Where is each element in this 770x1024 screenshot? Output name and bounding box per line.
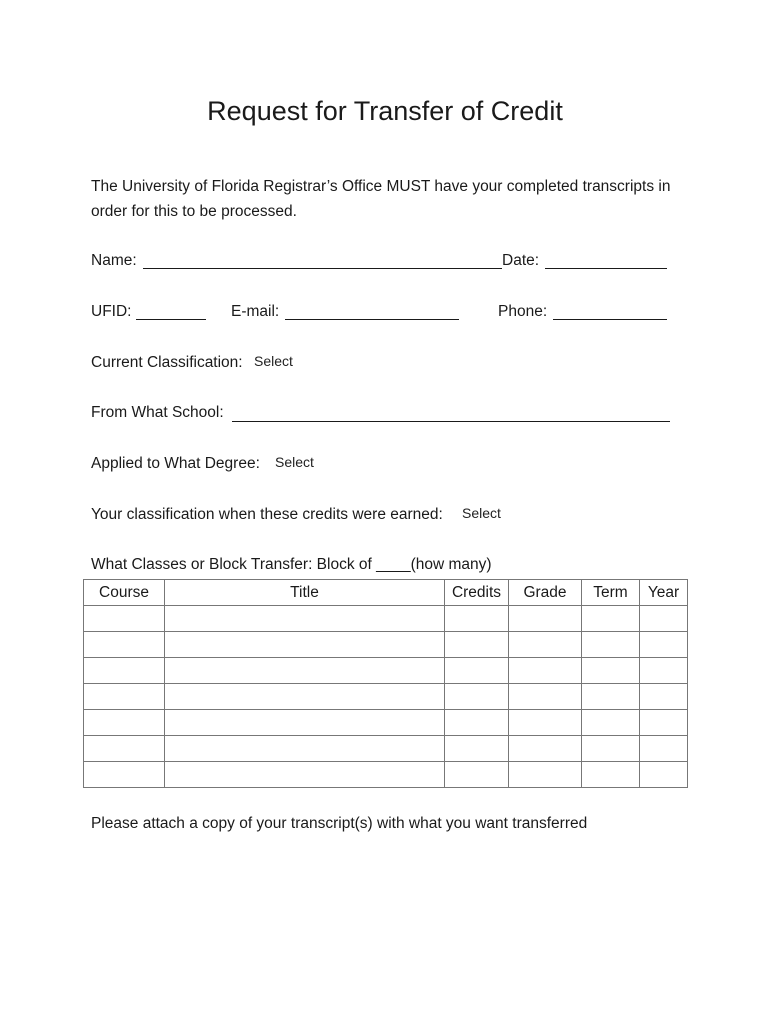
date-field[interactable] (545, 267, 667, 269)
credits-cell[interactable] (445, 684, 509, 710)
column-header-credits: Credits (445, 580, 509, 606)
term-cell[interactable] (582, 710, 640, 736)
date-label: Date: (502, 252, 540, 269)
name-label: Name: (91, 252, 137, 269)
title-cell[interactable] (165, 606, 445, 632)
degree-label: Applied to What Degree: (91, 455, 260, 472)
classes-label: What Classes or Block Transfer: Block of ____(how many) (91, 556, 492, 573)
intro-paragraph: The University of Florida Registrar’s Office MUST have your completed transcripts in order for this to be processed. (91, 178, 671, 220)
title-cell[interactable] (165, 736, 445, 762)
table-row (84, 762, 688, 788)
phone-label: Phone: (498, 303, 548, 320)
course-cell[interactable] (84, 658, 165, 684)
year-cell[interactable] (640, 606, 688, 632)
ufid-label: UFID: (91, 303, 132, 320)
phone-field[interactable] (553, 318, 667, 320)
term-cell[interactable] (582, 736, 640, 762)
school-label: From What School: (91, 404, 224, 421)
column-header-year: Year (640, 580, 688, 606)
grade-cell[interactable] (509, 736, 582, 762)
column-header-term: Term (582, 580, 640, 606)
grade-cell[interactable] (509, 658, 582, 684)
credits-cell[interactable] (445, 658, 509, 684)
table-row (84, 606, 688, 632)
title-cell[interactable] (165, 632, 445, 658)
course-cell[interactable] (84, 736, 165, 762)
year-cell[interactable] (640, 684, 688, 710)
grade-cell[interactable] (509, 710, 582, 736)
email-label: E-mail: (231, 303, 280, 320)
year-cell[interactable] (640, 736, 688, 762)
course-cell[interactable] (84, 632, 165, 658)
term-cell[interactable] (582, 658, 640, 684)
courses-table (83, 579, 688, 788)
table-row (84, 736, 688, 762)
grade-cell[interactable] (509, 606, 582, 632)
grade-cell[interactable] (509, 632, 582, 658)
year-cell[interactable] (640, 658, 688, 684)
attachment-note: Please attach a copy of your transcript(s) with what you want transferred (91, 815, 588, 832)
credits-cell[interactable] (445, 606, 509, 632)
credits-cell[interactable] (445, 710, 509, 736)
term-cell[interactable] (582, 606, 640, 632)
column-header-grade: Grade (509, 580, 582, 606)
course-cell[interactable] (84, 762, 165, 788)
credits-cell[interactable] (445, 632, 509, 658)
table-row (84, 710, 688, 736)
credits-cell[interactable] (445, 736, 509, 762)
school-field[interactable] (232, 420, 670, 422)
title-cell[interactable] (165, 658, 445, 684)
table-row (84, 632, 688, 658)
classification-select[interactable]: Select (254, 353, 293, 369)
year-cell[interactable] (640, 632, 688, 658)
grade-cell[interactable] (509, 684, 582, 710)
course-cell[interactable] (84, 684, 165, 710)
name-field[interactable] (143, 267, 502, 269)
earned-classification-label: Your classification when these credits were earned: (91, 506, 443, 523)
title-cell[interactable] (165, 684, 445, 710)
credits-cell[interactable] (445, 762, 509, 788)
title-cell[interactable] (165, 710, 445, 736)
column-header-title: Title (165, 580, 445, 606)
column-header-course: Course (84, 580, 165, 606)
email-field[interactable] (285, 318, 459, 320)
table-header-row (84, 580, 688, 606)
course-cell[interactable] (84, 710, 165, 736)
year-cell[interactable] (640, 710, 688, 736)
term-cell[interactable] (582, 684, 640, 710)
table-row (84, 684, 688, 710)
page-title: Request for Transfer of Credit (207, 96, 563, 126)
title-cell[interactable] (165, 762, 445, 788)
course-cell[interactable] (84, 606, 165, 632)
term-cell[interactable] (582, 632, 640, 658)
grade-cell[interactable] (509, 762, 582, 788)
earned-classification-select[interactable]: Select (462, 505, 501, 521)
year-cell[interactable] (640, 762, 688, 788)
degree-select[interactable]: Select (275, 454, 314, 470)
term-cell[interactable] (582, 762, 640, 788)
table-row (84, 658, 688, 684)
classification-label: Current Classification: (91, 354, 243, 371)
ufid-field[interactable] (136, 318, 206, 320)
